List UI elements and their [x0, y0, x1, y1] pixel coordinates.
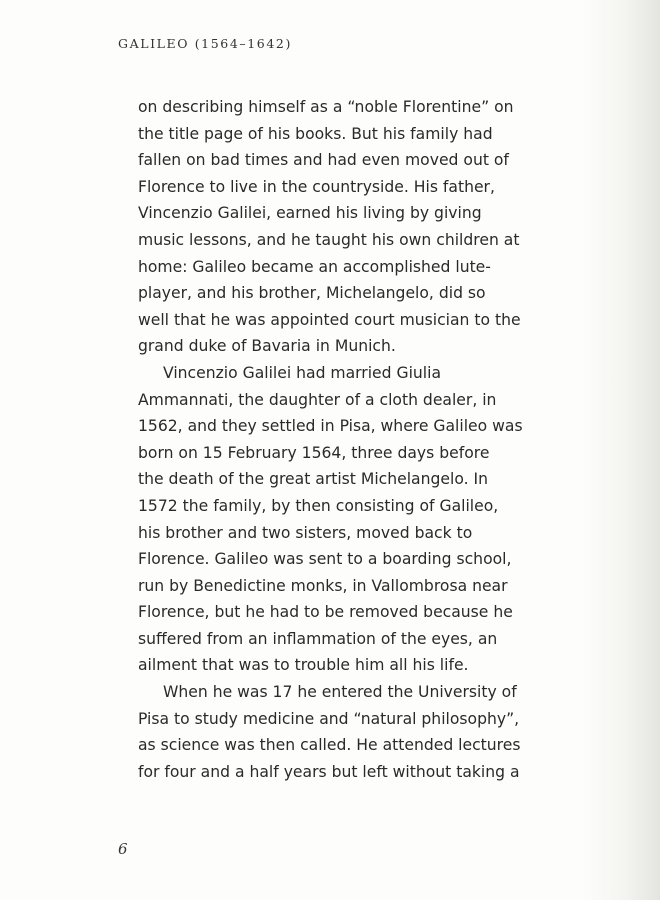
- paragraph-2: [138, 360, 558, 679]
- text-line: the death of the great artist Michelangelo. In: [138, 470, 488, 489]
- text-line: fallen on bad times and had even moved out of: [138, 151, 509, 170]
- text-line: well that he was appointed court musician to the: [138, 310, 521, 329]
- text-line: as science was then called. He attended lectures: [138, 736, 521, 755]
- paragraph-3: [138, 679, 558, 785]
- text-line: 1562, and they settled in Pisa, where Galileo was: [138, 417, 523, 436]
- text-line: Florence to live in the countryside. His father,: [138, 177, 495, 196]
- text-line: home: Galileo became an accomplished lute-: [138, 257, 491, 276]
- page-gutter-shadow: [582, 0, 660, 900]
- text-line: run by Benedictine monks, in Vallombrosa near: [138, 576, 508, 595]
- body-text: [138, 94, 558, 785]
- text-line: suffered from an inflammation of the eyes, an: [138, 629, 498, 648]
- text-line: player, and his brother, Michelangelo, did so: [138, 284, 486, 303]
- page-number: 6: [118, 840, 128, 858]
- text-line: Vincenzio Galilei, earned his living by giving: [138, 204, 482, 223]
- text-line: Pisa to study medicine and “natural philosophy”,: [138, 709, 520, 728]
- text-line: Florence, but he had to be removed because he: [138, 603, 513, 622]
- text-line: the title page of his books. But his family had: [138, 124, 493, 143]
- running-head: GALILEO (1564–1642): [118, 36, 292, 51]
- text-line: Vincenzio Galilei had married Giulia: [163, 363, 442, 382]
- text-line: born on 15 February 1564, three days before: [138, 443, 490, 462]
- text-line: on describing himself as a “noble Florentine” on: [138, 98, 514, 116]
- text-line: grand duke of Bavaria in Munich.: [138, 337, 396, 356]
- text-line: his brother and two sisters, moved back to: [138, 523, 473, 542]
- text-line: music lessons, and he taught his own children at: [138, 230, 520, 249]
- text-line: Ammannati, the daughter of a cloth dealer, in: [138, 390, 497, 409]
- text-line: 1572 the family, by then consisting of Galileo,: [138, 496, 499, 515]
- paragraph-1: [138, 94, 558, 360]
- text-line: When he was 17 he entered the University of: [163, 683, 517, 702]
- text-line: Florence. Galileo was sent to a boarding school,: [138, 550, 512, 569]
- text-line: ailment that was to trouble him all his life.: [138, 656, 469, 675]
- text-line: for four and a half years but left without taking a: [138, 762, 520, 781]
